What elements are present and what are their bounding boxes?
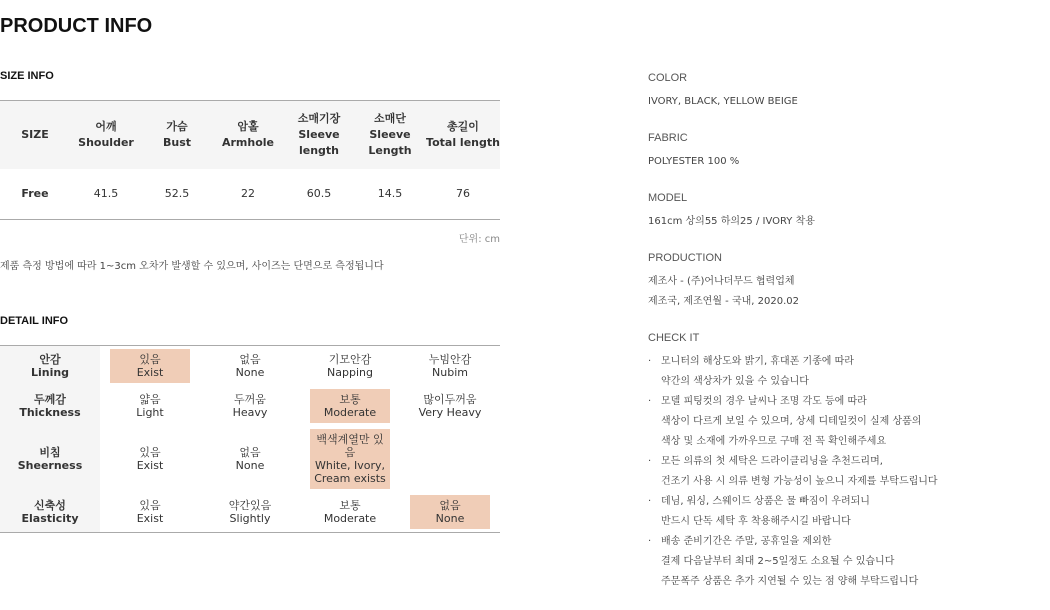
size-cell: 14.5	[377, 187, 403, 200]
detail-option	[310, 495, 390, 529]
size-info-heading: SIZE INFO	[0, 70, 54, 82]
detail-label-ko: 신축성	[34, 499, 66, 512]
detail-option	[210, 349, 290, 383]
detail-option	[210, 495, 290, 529]
check-it-line: 결제 다음날부터 최대 2~5일정도 소요될 수 있습니다	[661, 556, 895, 567]
check-it-line: 색상이 다르게 보일 수 있으며, 상세 디테일컷이 실제 상품의	[661, 416, 922, 427]
size-column-header: 암홀 Armhole	[221, 120, 275, 149]
production-line: 제조사 - (주)어나더무드 협력업체	[648, 276, 795, 287]
bullet-icon: ·	[648, 456, 652, 467]
fabric-label: FABRIC	[648, 132, 688, 144]
color-section	[648, 72, 798, 112]
detail-option-en: White, Ivory, Cream exists	[314, 459, 386, 485]
size-cell: 60.5	[306, 187, 332, 200]
size-cell: 22	[241, 187, 255, 200]
model-section	[648, 192, 815, 232]
check-it-line: 모든 의류의 첫 세탁은 드라이클리닝을 추천드리며,	[661, 456, 883, 467]
check-it-line: 색상 및 소재에 가까우므로 구매 전 꼭 확인해주세요	[661, 436, 887, 447]
detail-option	[110, 495, 190, 529]
size-table-header	[0, 101, 500, 169]
check-it-text	[661, 532, 918, 592]
detail-option-en: Heavy	[232, 406, 268, 419]
detail-label-en: Elasticity	[21, 512, 79, 525]
detail-option-en: Light	[136, 406, 164, 419]
detail-label-ko: 안감	[39, 353, 61, 366]
detail-option-ko: 없음	[439, 499, 461, 512]
fabric-value: POLYESTER 100 %	[648, 156, 740, 167]
size-column-header: 가슴 Bust	[162, 120, 192, 149]
detail-option-selected	[310, 429, 390, 489]
size-column-header: 총길이 Total length	[426, 120, 500, 149]
detail-option-en: Nubim	[432, 366, 468, 379]
detail-label-ko: 비침	[39, 446, 61, 459]
check-it-section	[648, 332, 948, 592]
detail-label-ko: 두께감	[34, 393, 66, 406]
check-it-text	[661, 392, 921, 452]
detail-row-label	[0, 386, 100, 426]
detail-option	[210, 389, 290, 423]
detail-option-en: Moderate	[323, 512, 377, 525]
detail-row	[0, 346, 500, 386]
production-line: 제조국, 제조연월 - 국내, 2020.02	[648, 296, 799, 307]
detail-option	[210, 442, 290, 476]
detail-option-ko: 있음	[139, 353, 161, 366]
check-it-item	[648, 392, 948, 452]
detail-option	[410, 349, 490, 383]
detail-row-label	[0, 492, 100, 532]
detail-option-en: None	[435, 512, 465, 525]
detail-option-en: None	[235, 459, 265, 472]
detail-option-ko: 두꺼움	[234, 393, 266, 406]
detail-option-en: Moderate	[323, 406, 377, 419]
detail-option-cell	[100, 386, 200, 426]
bullet-icon: ·	[648, 536, 652, 547]
detail-option-en: Very Heavy	[418, 406, 482, 419]
detail-option-cell	[200, 426, 300, 492]
size-table	[0, 100, 500, 220]
size-column-header: 소매단 Sleeve Length	[368, 112, 412, 157]
check-it-line: 반드시 단독 세탁 후 착용해주시길 바랍니다	[661, 516, 851, 527]
check-it-line: 배송 준비기간은 주말, 공휴일을 제외한	[661, 536, 832, 547]
detail-option-ko: 보통	[339, 499, 361, 512]
detail-option-cell	[300, 386, 400, 426]
detail-option-cell	[200, 386, 300, 426]
check-it-item	[648, 452, 948, 492]
size-cell: 41.5	[93, 187, 119, 200]
detail-option-cell	[300, 492, 400, 532]
detail-option-ko: 없음	[239, 446, 261, 459]
detail-option	[410, 389, 490, 423]
detail-option-cell	[200, 346, 300, 386]
detail-option-en: Napping	[327, 366, 373, 379]
color-label: COLOR	[648, 72, 688, 84]
detail-option-ko: 없음	[239, 353, 261, 366]
detail-option-selected	[310, 389, 390, 423]
detail-option-ko: 얇음	[139, 393, 161, 406]
size-cell: Free	[21, 187, 49, 200]
size-cell: 76	[456, 187, 470, 200]
check-it-line: 모니터의 해상도와 밝기, 휴대폰 기종에 따라	[661, 356, 854, 367]
check-it-line: 모델 피팅컷의 경우 날씨나 조명 각도 등에 따라	[661, 396, 867, 407]
check-it-label: CHECK IT	[648, 332, 700, 344]
detail-option-cell	[400, 346, 500, 386]
detail-option	[110, 442, 190, 476]
detail-option-en: Exist	[136, 366, 164, 379]
bullet-icon: ·	[648, 356, 652, 367]
check-it-text	[661, 492, 870, 532]
size-cell: 52.5	[164, 187, 190, 200]
color-value: IVORY, BLACK, YELLOW BEIGE	[648, 96, 798, 107]
detail-option-selected	[110, 349, 190, 383]
detail-option	[310, 349, 390, 383]
detail-label-en: Sheerness	[17, 459, 83, 472]
detail-option-cell	[200, 492, 300, 532]
size-column-header: 소매기장 Sleeve length	[297, 112, 341, 157]
size-column-header: SIZE	[21, 128, 49, 141]
check-it-text	[661, 352, 854, 392]
detail-option-cell	[100, 426, 200, 492]
detail-info-heading: DETAIL INFO	[0, 315, 69, 327]
detail-option-selected	[410, 495, 490, 529]
detail-option-en: Slightly	[229, 512, 271, 525]
check-it-item	[648, 352, 948, 392]
check-it-line: 건조기 사용 시 의류 변형 가능성이 높으니 자제를 부탁드립니다	[661, 476, 938, 487]
check-it-item	[648, 492, 948, 532]
detail-label-en: Lining	[30, 366, 70, 379]
check-it-list	[648, 352, 948, 592]
size-table-row	[0, 169, 500, 219]
detail-option-en: Exist	[136, 512, 164, 525]
detail-option-cell	[400, 386, 500, 426]
detail-option-ko: 백색계열만 있음	[316, 433, 384, 459]
detail-option-ko: 있음	[139, 446, 161, 459]
detail-row	[0, 492, 500, 532]
detail-option-ko: 누빔안감	[428, 353, 472, 366]
check-it-line: 데님, 워싱, 스웨이드 상품은 물 빠짐이 우려되니	[661, 496, 870, 507]
size-column-header: 어깨 Shoulder	[78, 120, 134, 149]
detail-option-ko: 있음	[139, 499, 161, 512]
detail-option-cell	[100, 492, 200, 532]
detail-option-cell	[400, 426, 500, 492]
check-it-item	[648, 532, 948, 592]
detail-option-en: Exist	[136, 459, 164, 472]
detail-option	[110, 389, 190, 423]
detail-option-cell	[300, 346, 400, 386]
fabric-section	[648, 132, 739, 172]
check-it-line: 주문폭주 상품은 추가 지연될 수 있는 점 양해 부탁드립니다	[661, 576, 919, 587]
check-it-text	[661, 452, 938, 492]
detail-table	[0, 345, 500, 533]
detail-row	[0, 426, 500, 492]
detail-option-ko: 많이두꺼움	[423, 393, 477, 406]
detail-option-ko: 기모안감	[328, 353, 372, 366]
detail-option-en: None	[235, 366, 265, 379]
size-measure-note: 제품 측정 방법에 따라 1~3cm 오차가 발생할 수 있으며, 사이즈는 단면으로 측정됩니다	[0, 261, 384, 272]
production-section	[648, 252, 799, 312]
size-unit: 단위: cm	[458, 234, 500, 245]
production-label: PRODUCTION	[648, 252, 722, 264]
page-title: PRODUCT INFO	[0, 15, 153, 37]
detail-row	[0, 386, 500, 426]
detail-row-label	[0, 426, 100, 492]
check-it-line: 약간의 색상차가 있을 수 있습니다	[661, 376, 809, 387]
detail-label-en: Thickness	[19, 406, 81, 419]
detail-option-cell	[300, 426, 400, 492]
detail-row-label	[0, 346, 100, 386]
model-label: MODEL	[648, 192, 688, 204]
detail-option-ko: 약간있음	[228, 499, 272, 512]
model-value: 161cm 상의55 하의25 / IVORY 착용	[648, 216, 815, 227]
detail-option-cell	[400, 492, 500, 532]
detail-option-ko: 보통	[339, 393, 361, 406]
detail-option-cell	[100, 346, 200, 386]
bullet-icon: ·	[648, 496, 652, 507]
bullet-icon: ·	[648, 396, 652, 407]
